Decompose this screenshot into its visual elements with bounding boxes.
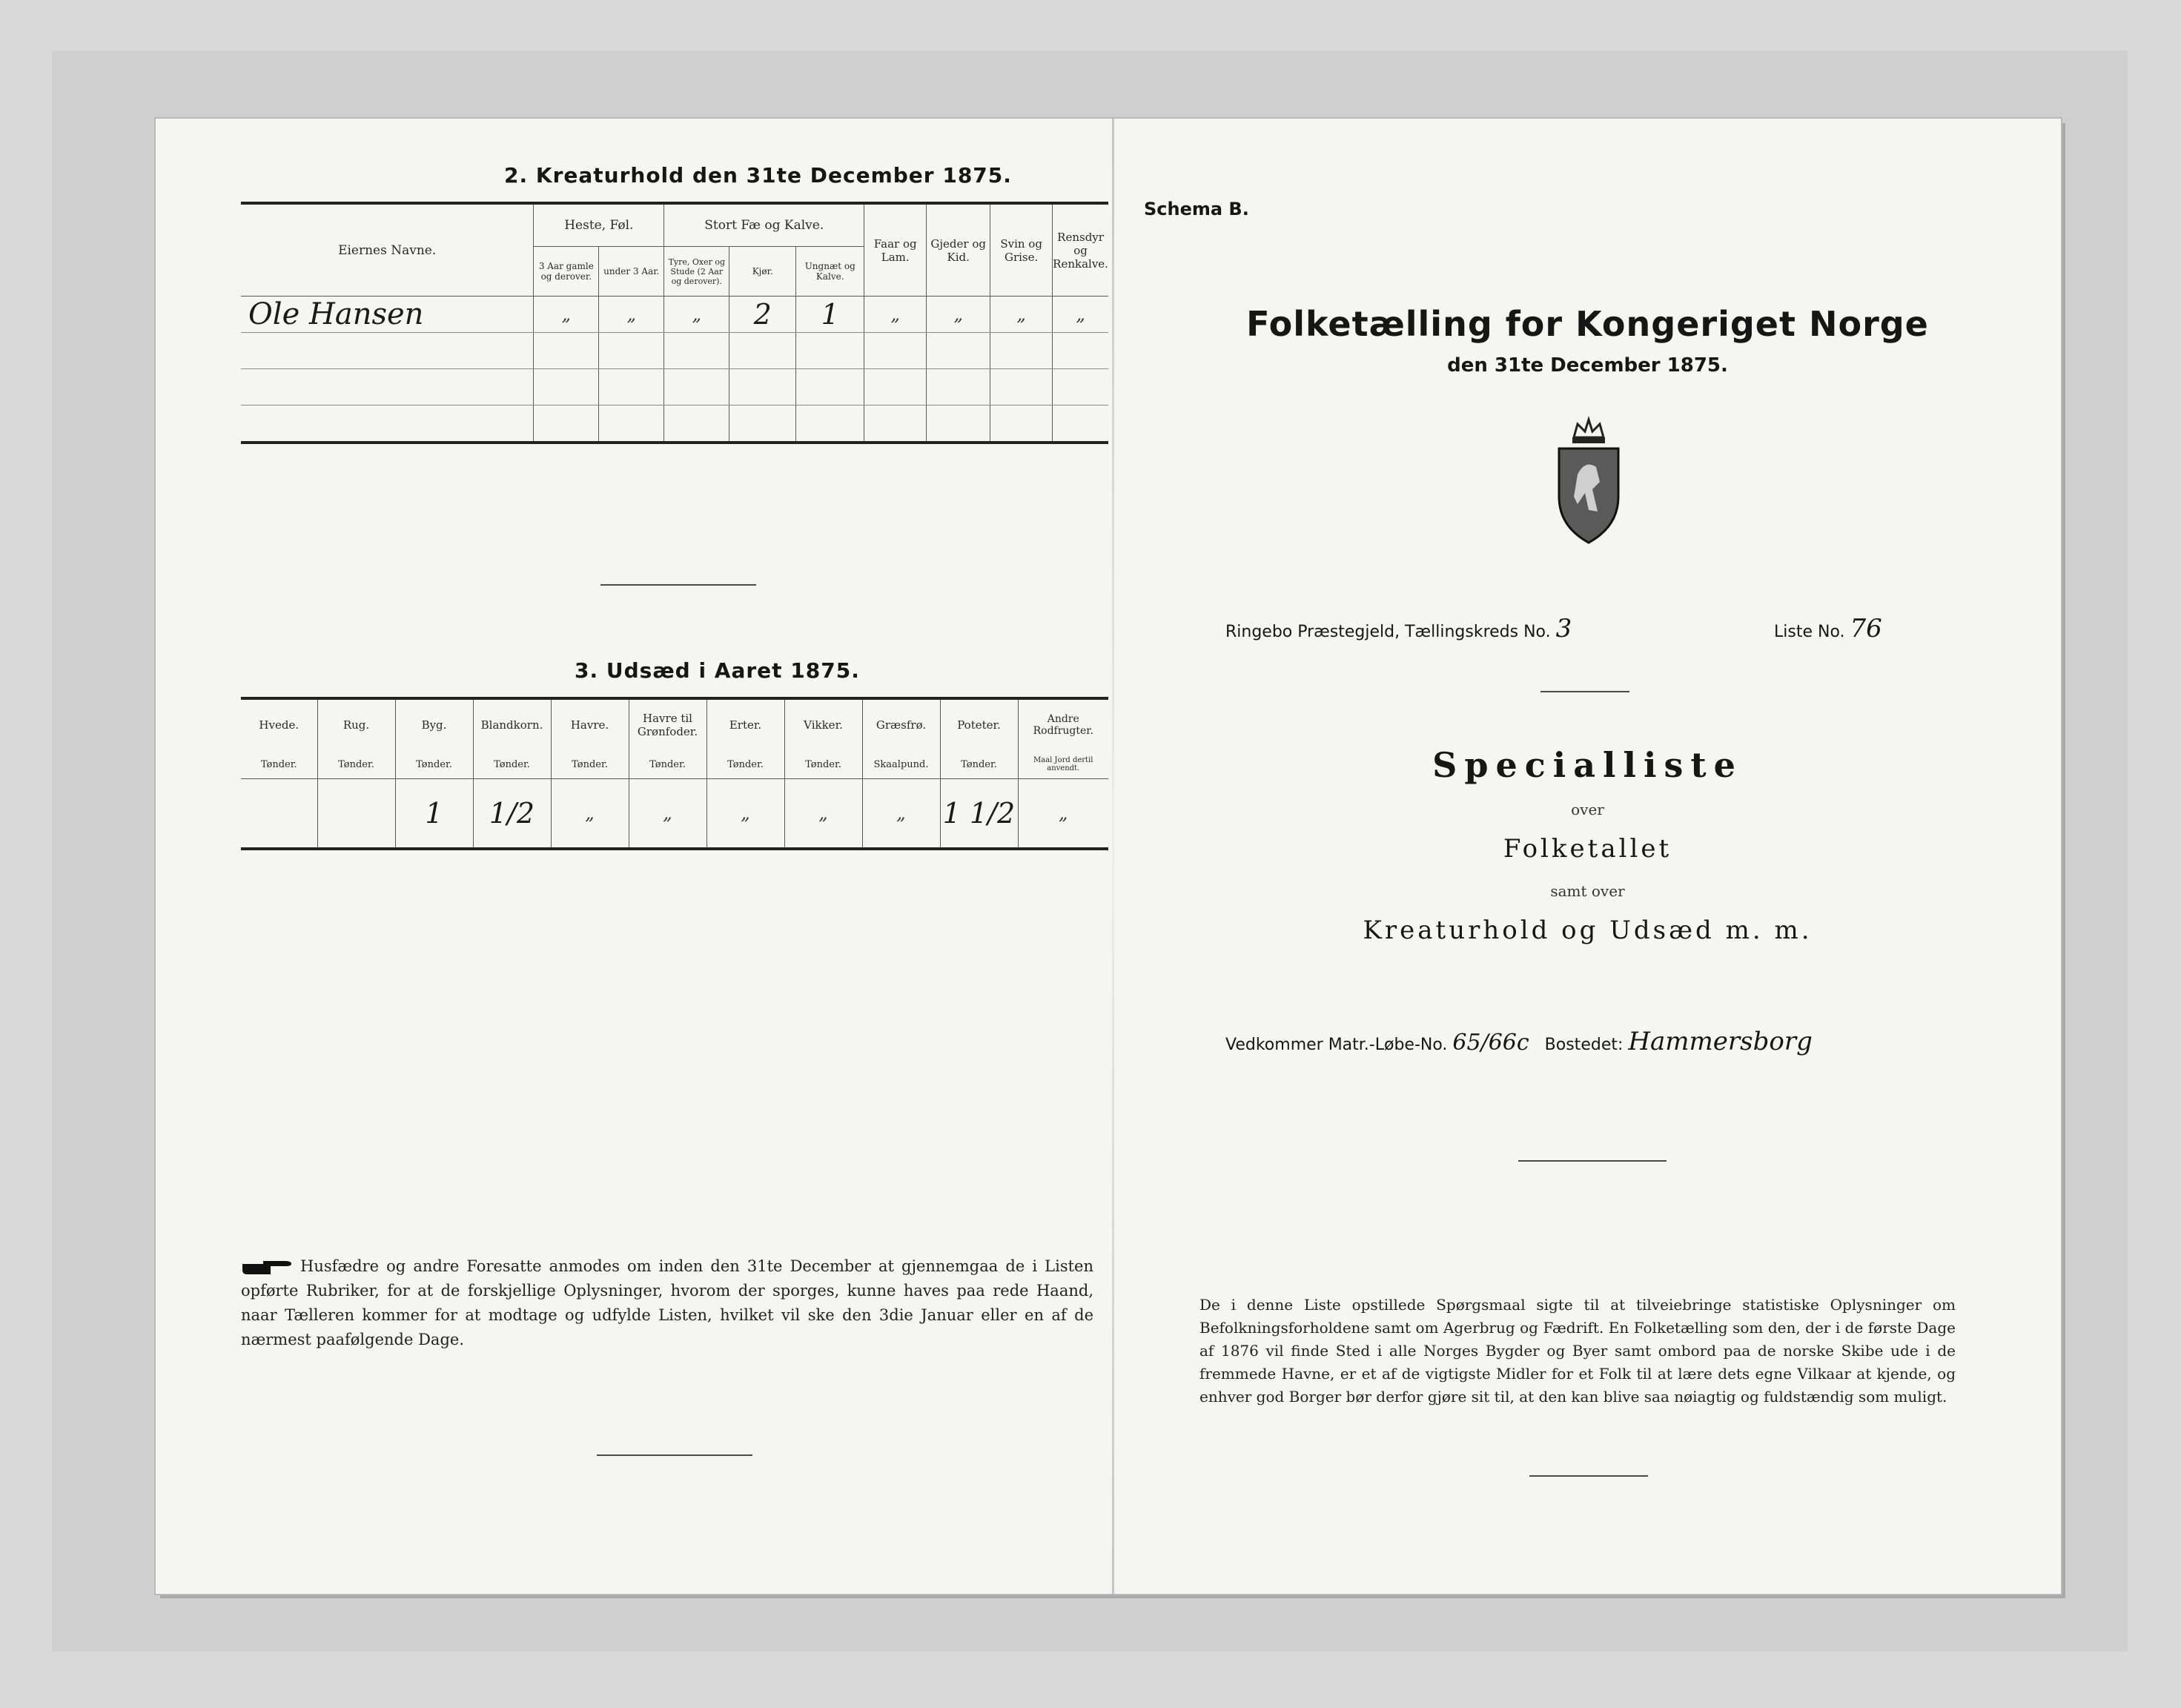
- seed-unit: Tønder.: [317, 750, 395, 779]
- census-sheet: [156, 119, 2061, 1594]
- owner-name: Ole Hansen: [241, 297, 534, 333]
- header-reindeer: Rensdyr og Renkalve.: [1053, 203, 1108, 297]
- left-page: [156, 119, 1112, 1594]
- seed-unit: Maal Jord dertil anvendt.: [1018, 750, 1108, 779]
- info-paragraph: De i denne Liste opstillede Spørgsmaal sigte til at tilveiebringe statistiske Oplysninger om Befolkningsforholdene samt om Agerbrug og Fædrift. En Folketælling som den, der i de første Dage af 1876 vil finde Sted i alle Norges Bygder og Byer samt ombord paa de norske Skibe ude i de fremmede Havne, er et af de vigtigste Midler for et Folk til at lære dets egne Vilkaar at kjende, og enhver god Borger bør derfor gjøre sit til, at den kan blive saa nøiagtig og fuldstændig som muligt.: [1199, 1296, 1956, 1406]
- matr-line: [1225, 1027, 1813, 1056]
- livestock-title: 2. Kreaturhold den 31te December 1875.: [504, 163, 1012, 188]
- seed-value: „: [1018, 779, 1108, 850]
- seed-value: „: [784, 779, 862, 850]
- folketallet-text: Folketallet: [1503, 834, 1672, 864]
- header-cattle-young: Ungnæt og Kalve.: [796, 247, 864, 297]
- bosted-label: Bostedet:: [1544, 1036, 1624, 1054]
- seed-header: Havre til Grønfoder.: [629, 698, 706, 750]
- seed-unit: Tønder.: [551, 750, 629, 779]
- parish-line: [1225, 614, 1572, 643]
- parish-label: Ringebo Præstegjeld, Tællingskreds No.: [1225, 623, 1551, 641]
- owner-name: [241, 333, 534, 369]
- cell-cattle-bulls: „: [664, 297, 729, 333]
- list-label: Liste No.: [1774, 623, 1845, 641]
- seed-value: 1 1/2: [940, 779, 1018, 850]
- seed-header: Hvede.: [241, 698, 317, 750]
- owner-name: [241, 369, 534, 406]
- seed-unit: Tønder.: [784, 750, 862, 779]
- cell-sheep: „: [864, 297, 927, 333]
- header-cattle-cows: Kjør.: [729, 247, 796, 297]
- divider: [1540, 691, 1629, 692]
- district-number: 3: [1555, 614, 1572, 643]
- bosted-value: Hammersborg: [1628, 1027, 1813, 1056]
- seed-unit: Tønder.: [241, 750, 317, 779]
- seed-title: 3. Udsæd i Aaret 1875.: [575, 658, 860, 683]
- seed-header: Erter.: [706, 698, 784, 750]
- seed-value: [241, 779, 317, 850]
- seed-unit: Tønder.: [473, 750, 551, 779]
- cell-horses-old: „: [534, 297, 599, 333]
- seed-unit: Tønder.: [629, 750, 706, 779]
- seed-header: Poteter.: [940, 698, 1018, 750]
- schema-label: Schema B.: [1144, 199, 1249, 219]
- seed-header: Havre.: [551, 698, 629, 750]
- seed-header: Andre Rodfrugter.: [1018, 698, 1108, 750]
- header-cattle-bulls: Tyre, Oxer og Stude (2 Aar og derover).: [664, 247, 729, 297]
- header-sheep: Faar og Lam.: [864, 203, 927, 297]
- notice-paragraph: [241, 1254, 1093, 1352]
- header-pigs: Svin og Grise.: [990, 203, 1053, 297]
- cell-reindeer: „: [1053, 297, 1108, 333]
- matr-label: Vedkommer Matr.-Løbe-No.: [1225, 1036, 1448, 1054]
- table-row: [241, 297, 1108, 333]
- seed-unit: Tønder.: [395, 750, 473, 779]
- list-number: 76: [1850, 614, 1882, 643]
- divider: [600, 584, 756, 586]
- matr-number: 65/66c: [1452, 1030, 1529, 1056]
- header-horses-young: under 3 Aar.: [599, 247, 664, 297]
- page-subtitle: den 31te December 1875.: [1447, 354, 1728, 377]
- seed-header: Græsfrø.: [862, 698, 940, 750]
- divider: [1529, 1475, 1648, 1477]
- owner-name: [241, 406, 534, 443]
- pointing-hand-icon: [241, 1258, 293, 1277]
- right-page: [1114, 119, 2061, 1594]
- seed-value: „: [629, 779, 706, 850]
- special-list-title: Specialliste: [1432, 745, 1743, 785]
- cell-cattle-young: 1: [796, 297, 864, 333]
- livestock-table: [241, 202, 1108, 444]
- over-text: over: [1571, 801, 1604, 818]
- header-owner: Eiernes Navne.: [241, 203, 534, 297]
- seed-value: 1: [395, 779, 473, 850]
- list-line: [1774, 614, 1882, 643]
- table-row: [241, 369, 1108, 406]
- seed-header: Rug.: [317, 698, 395, 750]
- divider: [1518, 1160, 1667, 1162]
- seed-value: „: [551, 779, 629, 850]
- header-goats: Gjeder og Kid.: [927, 203, 990, 297]
- seed-unit: Tønder.: [940, 750, 1018, 779]
- seed-value: 1/2: [473, 779, 551, 850]
- coat-of-arms-icon: [1544, 415, 1633, 549]
- table-row: [241, 333, 1108, 369]
- page-title: Folketælling for Kongeriget Norge: [1246, 304, 1929, 344]
- seed-unit: Tønder.: [706, 750, 784, 779]
- seed-value: [317, 779, 395, 850]
- cell-pigs: „: [990, 297, 1053, 333]
- cell-goats: „: [927, 297, 990, 333]
- notice-text: Husfædre og andre Foresatte anmodes om inden den 31te December at gjennemgaa de i Listen opførte Rubriker, for at de forskjellige Oplysninger, hvorom der sporges, kunne haves paa rede Haand, naar Tælleren kommer for at modtage og udfylde Listen, hvilket vil ske den 3die Januar eller en af de nærmest paafølgende Dage.: [241, 1257, 1093, 1348]
- cell-horses-young: „: [599, 297, 664, 333]
- seed-value: „: [706, 779, 784, 850]
- seed-header: Vikker.: [784, 698, 862, 750]
- samt-over-text: samt over: [1550, 882, 1625, 900]
- seed-table: [241, 697, 1108, 850]
- seed-value: „: [862, 779, 940, 850]
- seed-unit: Skaalpund.: [862, 750, 940, 779]
- divider: [597, 1454, 752, 1456]
- seed-header: Blandkorn.: [473, 698, 551, 750]
- header-cattle: Stort Fæ og Kalve.: [664, 203, 864, 247]
- header-horses: Heste, Føl.: [534, 203, 664, 247]
- cell-cattle-cows: 2: [729, 297, 796, 333]
- table-row: [241, 406, 1108, 443]
- kreaturhold-text: Kreaturhold og Udsæd m. m.: [1363, 916, 1813, 945]
- seed-header: Byg.: [395, 698, 473, 750]
- header-horses-old: 3 Aar gamle og derover.: [534, 247, 599, 297]
